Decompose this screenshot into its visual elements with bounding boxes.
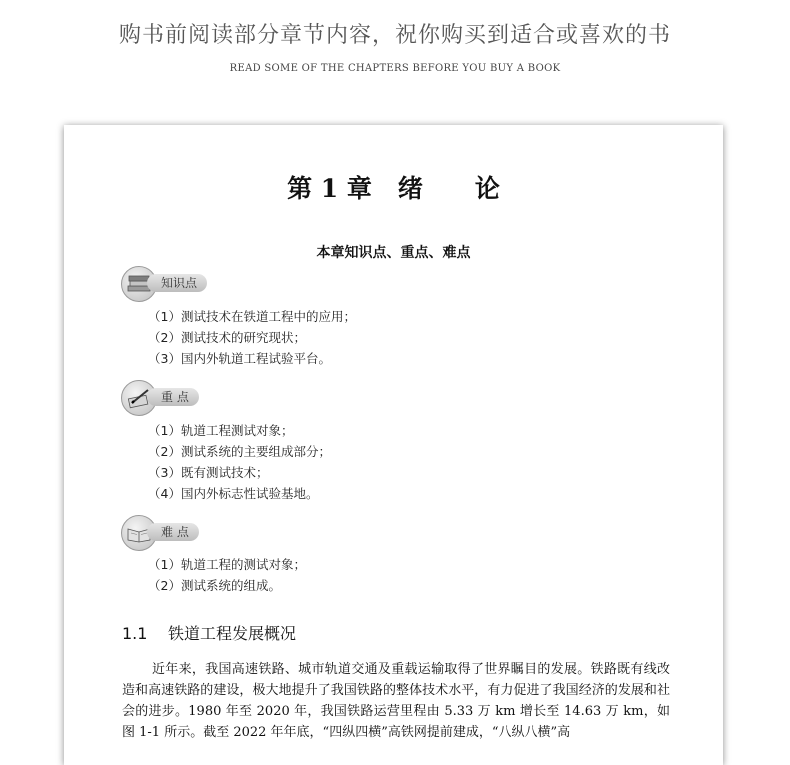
- key-points-title: 本章知识点、重点、难点: [316, 245, 471, 261]
- section-heading: [122, 621, 296, 644]
- section-number: 1.1: [122, 624, 148, 643]
- header-title-cn: 购书前阅读部分章节内容，祝你购买到适合或喜欢的书: [118, 23, 671, 48]
- difficulty-badge-label: 难 点: [147, 523, 199, 541]
- list-item: （2）测试系统的主要组成部分；: [148, 444, 331, 459]
- knowledge-list: [148, 306, 356, 369]
- difficulty-list: [148, 554, 306, 596]
- body-paragraph: 近年来，我国高速铁路、城市轨道交通及重载运输取得了世界瞩目的发展。铁路既有线改造和高速铁路的建设，极大地提升了我国铁路的整体技术水平，有力促进了我国经济的发展和社会的进步。1980 年至 2020 年，我国铁路运营里程由 5.33 万 km 增长至 14.63 万 km，如图 1-1 所示。截至 2022 年年底，“四纵四横”高铁网提前建成，“八纵八横”高: [122, 662, 670, 740]
- list-item: （1）轨道工程测试对象；: [148, 423, 294, 438]
- list-item: （1）测试技术在铁道工程中的应用；: [148, 309, 356, 324]
- list-item: （4）国内外标志性试验基地。: [148, 486, 319, 501]
- book-page: [64, 125, 723, 765]
- section-title: 铁道工程发展概况: [168, 624, 297, 643]
- chapter-title: [64, 169, 723, 205]
- knowledge-badge-label: 知识点: [147, 274, 207, 292]
- key-list: [148, 420, 331, 504]
- list-item: （1）轨道工程的测试对象；: [148, 557, 306, 572]
- list-item: （2）测试系统的组成。: [148, 578, 281, 593]
- list-item: （2）测试技术的研究现状；: [148, 330, 306, 345]
- chapter-title-a: 绪: [397, 174, 423, 203]
- header-title-en: READ SOME OF THE CHAPTERS BEFORE YOU BUY A BOOK: [229, 63, 561, 74]
- chapter-title-b: 论: [474, 174, 500, 203]
- key-badge-label: 重 点: [147, 388, 199, 406]
- chapter-number: 第 1 章: [287, 174, 372, 203]
- list-item: （3）国内外轨道工程试验平台。: [148, 351, 331, 366]
- list-item: （3）既有测试技术；: [148, 465, 269, 480]
